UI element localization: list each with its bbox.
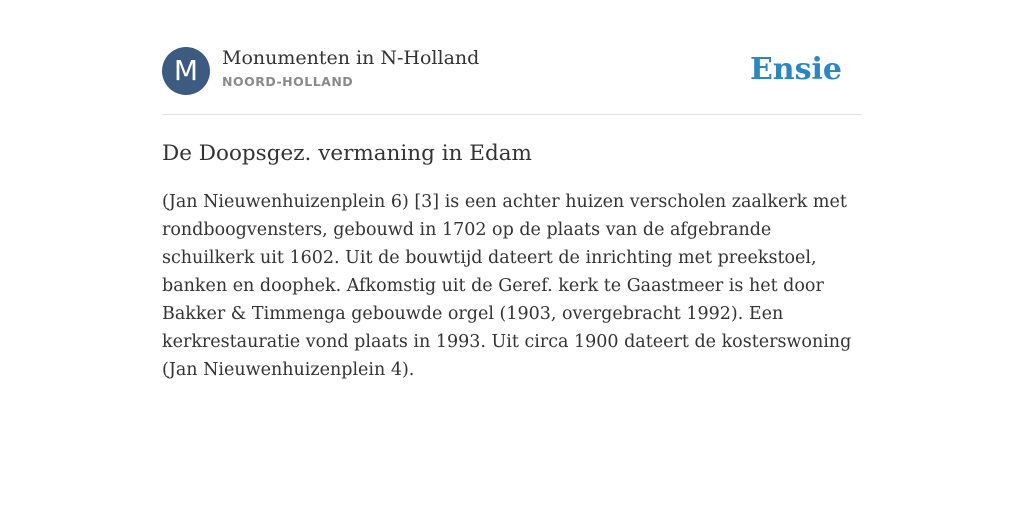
source-title[interactable]: Monumenten in N-Holland (222, 47, 480, 69)
source-avatar[interactable]: M (162, 47, 210, 95)
page-title: De Doopsgez. vermaning in Edam (162, 141, 532, 166)
brand-logo[interactable]: Ensie (749, 52, 842, 87)
page-container (162, 46, 862, 384)
source-subtitle[interactable]: NOORD-HOLLAND (222, 74, 354, 89)
article-body: (Jan Nieuwenhuizenplein 6) [3] is een achter huizen verscholen zaalkerk met rondboogvensters, gebouwd in 1702 op de plaats van de afgebrande schuilkerk uit 1602. Uit de bouwtijd dateert de inrichting met preekstoel, banken en doophek. Afkomstig uit de Geref. kerk te Gaastmeer is het door Bakker & Timmenga gebouwde orgel (1903, overgebracht 1992). Een kerkrestauratie vond plaats in 1993. Uit circa 1900 dateert de kosterswoning (Jan Nieuwenhuizenplein 4). (162, 192, 852, 380)
header (162, 46, 862, 115)
